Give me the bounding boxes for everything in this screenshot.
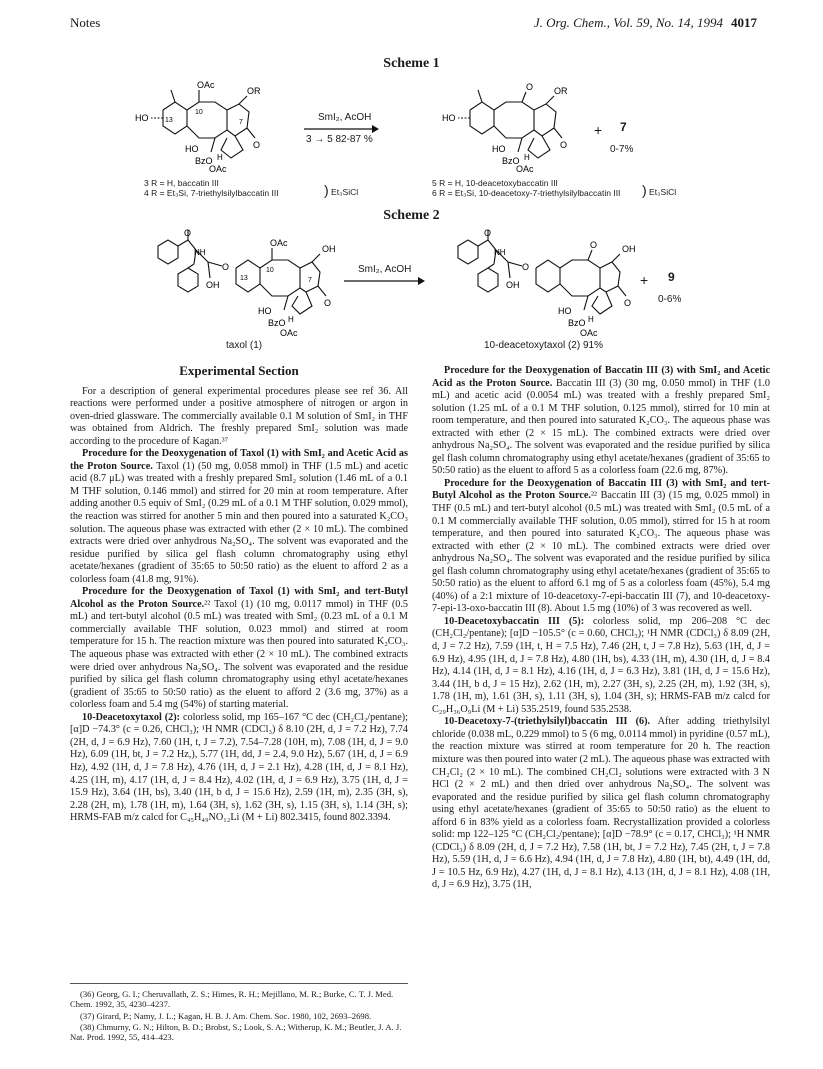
paragraph-body: colorless solid, mp 206–208 °C dec (CH₂Cl₂/pentane); [α]D −105.5° (c = 0.60, CHCl₃); ¹H NMR (CDCl₃) δ 8.09 (2H, d, J = 7.2 Hz), 7.59 (1H, t, H = 7.5 Hz), 7.46 (2H, t, J = 7.8 Hz), 5.63 (1H, d, J = 6.9 Hz), 4.95 (1H, d, J = 7.8 Hz), 4.80 (1H, bs), 4.33 (1H, m), 4.30 (1H, d, J = 8.4 Hz), 4.14 (1H, d, J = 8.1 Hz), 4.16 (1H, d, J = 6.3 Hz), 3.81 (1H, d, J = 15.6 Hz), 3.44 (1H, b d, J = 15 Hz), 2.62 (1H, m), 2.27 (3H, s), 2.25 (2H, m), 1.92 (3H, s), 1.78 (1H, m), 1.61 (3H, s), 1.11 (3H, s), 1.04 (3H, s); HRMS-FAB m/z calcd for C₂₉H₃₆O₉Li (M + Li) 535.2519, found 535.2538.	[432, 615, 770, 715]
svg-text:H: H	[288, 315, 294, 324]
footnote-37: (37) Girard, P.; Namy, J. L.; Kagan, H. B. J. Am. Chem. Soc. 1980, 102, 2693–2698.	[80, 1010, 372, 1021]
scheme-1-left-caption-1: 3 R = H, baccatin III	[144, 178, 219, 188]
scheme-1-right-reagent: ) Et₃SiCl	[642, 182, 677, 198]
scheme-1-yield: 3 → 5 82-87 %	[306, 134, 373, 145]
paragraph-title: Procedure for the Deoxygenation of Taxol (1) with SmI₂ and Acetic Acid as the Proton Source.	[70, 448, 408, 472]
svg-text:O: O	[184, 228, 192, 238]
page-number: 4017	[731, 15, 757, 30]
scheme-2-side-product: 9	[668, 270, 675, 284]
svg-text:7: 7	[308, 277, 312, 284]
svg-text:O: O	[222, 262, 230, 272]
svg-text:NH: NH	[494, 248, 506, 257]
svg-text:HO: HO	[258, 306, 272, 316]
svg-text:O: O	[624, 298, 632, 308]
scheme-1-structure-right	[442, 80, 582, 172]
svg-text:BzO: BzO	[195, 156, 213, 166]
paragraph-body: After adding triethylsilyl chloride (0.038 mL, 0.229 mmol) to 5 (6 mg, 0.0114 mmol) in pyridine (0.57 mL), the reaction mixture was stirred at room temperature for 20 h. The reaction mixture was then poured into water (2 mL). The aqueous phase was extracted with CH₂Cl₂ (2 × 10 mL). The combined CH₂Cl₂ solutions were extracted with 3 N HCl (2 × 2 mL) and then dried over anhydrous Na₂SO₄. The solvent was evaporated and the residue purified by silica gel flash column chromatography using ethyl acetate/hexanes (gradient of 35:65 to 50:50 ratio) as the eluent to afford 6 in 83% yield as a colorless foam. Recrystallization provided a colorless solid: mp 122–125 °C (CH₂Cl₂/pentane); [α]D −78.9° (c = 0.17, CHCl₃); ¹H NMR (CDCl₃) δ 8.09 (2H, d, J = 7.2 Hz), 7.58 (1H, bt, J = 7.2 Hz), 7.45 (2H, t, J = 7.8 Hz), 5.59 (1H, d, J = 6.6 Hz), 4.94 (1H, d, J = 7.8 Hz), 4.80 (1H, bt), 4.49 (1H, dd, J = 10.5 Hz, 6.9 Hz), 4.27 (1H, d, J = 8.1 Hz), 4.13 (1H, d, J = 8.1 Hz), 4.08 (1H, d, J = 6.9 Hz), 3.75 (1H,	[432, 716, 770, 891]
svg-text:7: 7	[239, 119, 243, 126]
svg-text:O: O	[522, 262, 530, 272]
scheme-1-side-yield: 0-7%	[610, 144, 634, 155]
scheme-2-reaction-arrow	[342, 276, 426, 286]
svg-text:O: O	[253, 140, 261, 150]
svg-text:OH: OH	[322, 244, 336, 254]
svg-text:OH: OH	[206, 280, 220, 290]
paragraph-body: Baccatin III (3) (30 mg, 0.050 mmol) in THF (1.0 mL) and acetic acid (0.0054 mL) was treated with a freshly prepared SmI₂ solution (1.25 mL of a 0.1 M THF solution, 0.125 mmol), stirred for 10 min at room temperature, and then poured into saturated K₂CO₃. The aqueous phase was extracted with ether (2 × 15 mL). The combined extracts were dried over anhydrous Na₂SO₄. The solvent was evaporated and the residue purified by silica gel flash column chromatography using ethyl acetate/hexanes (gradient of 35:65 to 50:50 ratio) as the eluent to afford 5 as a colorless foam (22.6 mg, 87%).	[432, 377, 770, 477]
left-column	[70, 365, 408, 825]
body-columns	[70, 365, 770, 1065]
scheme-2-right-caption: 10-deacetoxytaxol (2) 91%	[484, 340, 603, 351]
svg-text:OR: OR	[554, 86, 568, 96]
scheme-1-reagent: SmI₂, AcOH	[318, 112, 372, 123]
svg-text:O: O	[324, 298, 332, 308]
right-column	[432, 365, 770, 892]
svg-text:BzO: BzO	[568, 318, 586, 328]
svg-text:OAc: OAc	[516, 164, 534, 172]
paragraph-general-procedures: For a description of general experimental procedures please see ref 36. All reactions were performed under a positive atmosphere of nitrogen or argon in oven-dried glassware. The commercially available 0.1 M solution of SmI₂ in THF was obtained from Aldrich. The freshly prepared SmI₂ solution was made according to the procedure of Kagan.³⁷	[70, 385, 408, 447]
svg-text:OR: OR	[247, 86, 261, 96]
svg-text:H: H	[524, 153, 530, 162]
svg-text:O: O	[590, 240, 598, 250]
scheme-1-left-caption-2: 4 R = Et₃Si, 7-triethylsilylbaccatin III	[144, 188, 279, 198]
svg-text:BzO: BzO	[502, 156, 520, 166]
svg-text:OH: OH	[622, 244, 636, 254]
scheme-1-left-reagent: ) Et₃SiCl	[324, 182, 359, 198]
svg-text:OAc: OAc	[197, 80, 215, 90]
paragraph-title: Procedure for the Deoxygenation of Baccatin III (3) with SmI₂ and Acetic Acid as the Proton Source.	[432, 365, 770, 389]
paragraph-body: Taxol (1) (50 mg, 0.058 mmol) in THF (1.5 mL) and acetic acid (8.7 μL) was treated with a freshly prepared SmI₂ solution (1.46 mL of a 0.1 M THF solution, 0.146 mmol) and stirred for 20 min at room temperature. After adding another 0.5 equiv of SmI₂ (0.29 mL of a 0.1 M THF solution, 0.029 mmol), the reaction was stirred for another 5 min and then poured into a saturated K₂CO₃ solution. The aqueous phase was extracted with ether (2 × 10 mL). The combined extracts were dried over anhydrous Na₂SO₄. The solvent was evaporated and the residue purified by silica gel flash column chromatography using ethyl acetate/hexanes (gradient of 35:65 to 50:50 ratio) as the eluent to afford 2 as a colorless foam (41.8 mg, 91%).	[70, 460, 408, 585]
running-header-section: Notes	[70, 15, 101, 30]
svg-text:HO: HO	[558, 306, 572, 316]
scheme-2-title: Scheme 2	[383, 208, 440, 223]
svg-text:O: O	[560, 140, 568, 150]
scheme-2-side-yield: 0-6%	[658, 294, 682, 305]
footnote-38: (38) Chmurny, G. N.; Hilton, B. D.; Brobst, S.; Look, S. A.; Witherup, K. M.; Beutler, J. A. J. Nat. Prod. 1992, 55, 414–423.	[70, 1021, 402, 1043]
svg-text:10: 10	[266, 267, 274, 274]
svg-text:OH: OH	[506, 280, 520, 290]
running-header-journal	[534, 15, 757, 31]
paragraph-title: Procedure for the Deoxygenation of Baccatin III (3) with SmI₂ and tert-Butyl Alcohol as the Proton Source.	[432, 477, 770, 502]
scheme-1-plus: +	[594, 122, 603, 138]
paragraph-body: colorless solid, mp 165–167 °C dec (CH₂Cl₂/pentane); [α]D −74.3° (c = 0.26, CHCl₃); ¹H NMR (CDCl₃) δ 8.10 (2H, d, J = 7.2 Hz), 7.74 (2H, d, J = 6.9 Hz), 7.60 (1H, t, J = 7.2), 7.54–7.28 (10H, m), 7.08 (1H, d, J = 9.0 Hz), 6.09 (1H, bt, J = 7.2 Hz,), 5.77 (1H, dd, J = 2.4, 9.0 Hz), 5.67 (1H, d, J = 6.9 Hz), 4.92 (1H, d, J = 7.8 Hz), 4.76 (1H, d, J = 2.1 Hz), 4.28 (1H, d, J = 8.1 Hz), 4.25 (1H, m), 4.17 (1H, d, J = 8.4 Hz), 4.02 (1H, d, J = 6.9 Hz), 3.75 (1H, d, J = 15.9 Hz), 3.64 (1H, bs), 3.40 (1H, b d, J = 15.6 Hz), 2.59 (1H, m), 2.35 (3H, s), 2.28 (2H, m), 1.78 (1H, m), 1.64 (3H, s), 1.62 (3H, s), 1.15 (3H, s), 1.14 (3H, s); HRMS-FAB m/z calcd for C₄₅H₄₉NO₁₂Li (M + Li) 802.3415, found 802.3394.	[70, 711, 408, 824]
paragraph-body: ²² Baccatin III (3) (15 mg, 0.025 mmol) in THF (0.5 mL) and tert-butyl alcohol (0.5 mL) was treated with SmI₂ (0.5 mL of a 0.1 M commercially available THF solution, 0.05 mmol), stirred for 15 h at room temperature, and then poured into saturated K₂CO₃. The aqueous phase was extracted with ether (2 × 10 mL). The combined extracts were dried over anhydrous Na₂SO₄. The solvent was evaporated and the residue purified by silica gel flash column chromatography using ethyl acetate/hexanes (gradient of 35:65 to 50:50 ratio) as the eluent to afford 6.1 mg of 5 as a colorless foam (45%), 5.4 mg (40%) of a 2:1 mixture of 10-deacetoxy-7-epi-baccatin III (7), and 10-deacetoxy-7-epi-13-oxo-baccatin III (8). About 1.5 mg (10%) of 3 was recovered as well.	[432, 490, 771, 615]
svg-text:O: O	[484, 228, 492, 238]
experimental-section-heading: Experimental Section	[179, 363, 299, 378]
paragraph-title: Procedure for the Deoxygenation of Taxol (1) with SmI₂ and tert-Butyl Alcohol as the Proton Source.	[70, 586, 408, 610]
paragraph-compound-5	[432, 616, 770, 716]
svg-text:HO: HO	[185, 144, 199, 154]
scheme-1-structure-left	[135, 80, 275, 172]
paragraph-taxol-acetic-acid	[70, 448, 408, 586]
paragraph-baccatin-acetic-acid	[432, 365, 770, 478]
paragraph-compound-2	[70, 712, 408, 825]
paragraph-body: ²² Taxol (1) (10 mg, 0.0117 mmol) in THF (0.5 mL) and tert-butyl alcohol (0.5 mL) was treated with SmI₂ (0.23 mL of a 0.1 M commercially available THF solution, 0.023 mmol) and stirred at room temperature for 15 h. The reaction mixture was then poured into saturated K₂CO₃. The aqueous phase was extracted with ether (2 × 10 mL). The combined extracts were dried over anhydrous Na₂SO₄. The solvent was evaporated and the residue purified by silica gel flash column chromatography using ethyl acetate/hexanes (gradient of 35:65 to 50:50 ratio) as the eluent to afford 2 (3.6 mg, 37%) as a colorless foam and 5.4 mg (54%) of starting material.	[70, 598, 408, 711]
scheme-2-structure-left	[148, 228, 338, 338]
svg-text:OAc: OAc	[270, 238, 288, 248]
paragraph-title: 10-Deacetoxytaxol (2):	[82, 711, 181, 723]
svg-text:HO: HO	[442, 113, 456, 123]
scheme-1-right-caption-1: 5 R = H, 10-deacetoxybaccatin III	[432, 178, 558, 188]
scheme-2-plus: +	[640, 272, 649, 288]
svg-text:OAc: OAc	[280, 328, 298, 338]
scheme-2-structure-right	[448, 228, 638, 338]
paragraph-title: 10-Deacetoxy-7-(triethylsilyl)baccatin III (6).	[444, 716, 651, 728]
footnotes	[70, 983, 408, 1043]
scheme-1-title: Scheme 1	[383, 56, 440, 71]
paragraph-compound-6	[432, 716, 770, 892]
svg-text:13: 13	[240, 275, 248, 282]
scheme-2-reagent: SmI₂, AcOH	[358, 264, 412, 275]
svg-text:HO: HO	[135, 113, 149, 123]
scheme-1-reaction-arrow	[302, 124, 380, 134]
svg-text:O: O	[526, 82, 534, 92]
paragraph-baccatin-tert-butyl	[432, 478, 770, 616]
svg-text:OAc: OAc	[209, 164, 227, 172]
svg-text:HO: HO	[492, 144, 506, 154]
svg-text:H: H	[588, 315, 594, 324]
journal-citation: J. Org. Chem., Vol. 59, No. 14, 1994	[533, 15, 723, 30]
footnote-36: (36) Georg, G. I.; Cheruvallath, Z. S.; Himes, R. H.; Mejillano, M. R.; Burke, C. T. J. Med. Chem. 1992, 35, 4230–4237.	[70, 989, 394, 1010]
scheme-1-side-product: 7	[620, 120, 627, 134]
svg-text:BzO: BzO	[268, 318, 286, 328]
paragraph-taxol-tert-butyl	[70, 586, 408, 711]
scheme-1-right-caption-2: 6 R = Et₃Si, 10-deacetoxy-7-triethylsilylbaccatin III	[432, 188, 621, 198]
scheme-2-left-caption: taxol (1)	[226, 340, 263, 351]
svg-text:NH: NH	[194, 248, 206, 257]
svg-text:H: H	[217, 153, 223, 162]
svg-text:OAc: OAc	[580, 328, 598, 338]
svg-text:13: 13	[165, 117, 173, 124]
svg-text:10: 10	[195, 109, 203, 116]
paragraph-title: 10-Deacetoxybaccatin III (5):	[444, 615, 585, 627]
